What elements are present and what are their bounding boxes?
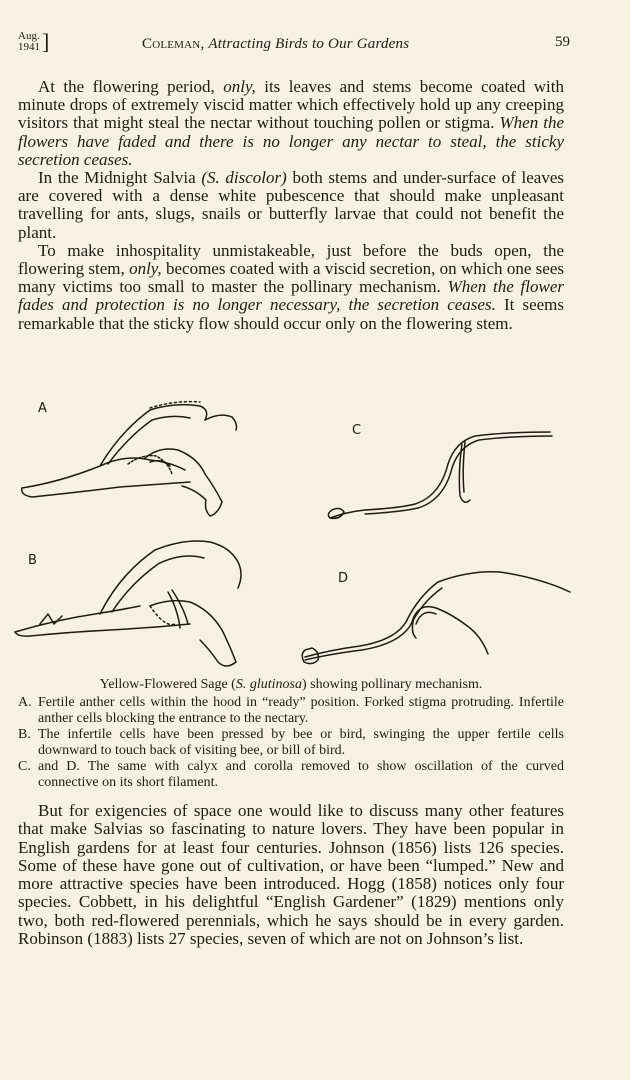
article-title: Attracting Birds to Our Gardens bbox=[208, 36, 410, 52]
issue-date bbox=[18, 29, 50, 54]
italic-run: S. glutinosa bbox=[235, 677, 302, 692]
caption-text: and D. The same with calyx and corolla removed to show oscillation of the curved connective on its short filament. bbox=[38, 759, 564, 790]
caption-item-c bbox=[18, 759, 564, 791]
text-run: In the Midnight Salvia bbox=[38, 168, 202, 188]
flower-b-drawing bbox=[15, 541, 241, 666]
paragraph bbox=[18, 242, 564, 333]
text-run: To make inhospitality unmistakeable, just before the buds open, the flowering stem, bbox=[18, 240, 564, 279]
text-run: becomes coated with a viscid secretion, on which one sees many victims too small to master the pollinary mechanism. bbox=[18, 259, 565, 297]
paragraph bbox=[18, 169, 564, 242]
italic-run: only, bbox=[223, 77, 256, 96]
caption-key: C. bbox=[18, 759, 31, 774]
text-run: ) showing pollinary mechanism. bbox=[301, 677, 483, 692]
text-run: Yellow-Flowered Sage ( bbox=[99, 677, 236, 692]
italic-run: only, bbox=[129, 259, 162, 279]
caption-item-b bbox=[18, 727, 564, 759]
figure-label-b: B bbox=[28, 553, 37, 568]
text-run: its leaves and stems become coated with minute drops of extremely viscid matter which effectively hold up any creeping visitors that might steal the nectar without touching pollen or stigma. bbox=[18, 77, 564, 133]
flower-a-drawing bbox=[22, 402, 237, 516]
connective-c-drawing bbox=[328, 432, 552, 518]
closing-text bbox=[18, 802, 564, 948]
figure-caption bbox=[18, 677, 564, 791]
running-head bbox=[18, 29, 578, 58]
caption-item-a bbox=[18, 695, 564, 727]
figure-label-c: C bbox=[352, 423, 362, 438]
author-name: Coleman, bbox=[142, 36, 205, 52]
issue-year: 1941 bbox=[18, 41, 40, 53]
italic-run: When the flowers have faded and there is no longer any nectar to steal, the sticky secretion ceases. bbox=[18, 113, 564, 169]
running-title bbox=[142, 36, 409, 53]
closing-paragraph: But for exigencies of space one would like to discuss many other features that make Salvias so fascinating to nature lovers. They have been popular in English gardens for at least four centuries. Johnson (1856) lists 126 species. Some of these have gone out of cultivation, or have been “lumped.” New and more attractive species have been introduced. Hogg (1858) notices only four species. Cobbett, in his delightful “English Gardener” (1829) mentions only two, both red-flowered perennials, which he says should be in every garden. Robinson (1883) lists 27 species, seven of which are not on Johnson’s list. bbox=[18, 801, 564, 949]
figure-label-a: A bbox=[38, 401, 47, 416]
pollinary-mechanism-figure bbox=[0, 392, 630, 682]
body-text bbox=[18, 78, 564, 333]
italic-run: (S. discolor) bbox=[201, 168, 287, 188]
issue-bracket: ] bbox=[42, 29, 50, 54]
text-run: At the flowering period, bbox=[38, 77, 224, 96]
figure bbox=[0, 392, 630, 682]
text-run: It seems remarkable that the sticky flow should occur only on the flowering stem. bbox=[18, 295, 564, 333]
paragraph bbox=[18, 78, 564, 169]
caption-key: A. bbox=[18, 695, 32, 710]
page-number: 59 bbox=[555, 34, 570, 50]
caption-text: Fertile anther cells within the hood in “ready” position. Forked stigma protruding. Infertile anther cells blocking the entrance to the nectary. bbox=[38, 695, 564, 726]
figure-label-d: D bbox=[338, 571, 349, 586]
caption-title bbox=[18, 677, 564, 693]
italic-run: When the flower fades and protection is no longer necessary, the secretion ceases. bbox=[18, 277, 565, 315]
text-run: both stems and under-surface of leaves are covered with a dense white pubescence that should make unpleasant travelling for ants, slugs, snails or butterfly larvae that could not benefit the plant. bbox=[18, 168, 564, 242]
issue-month: Aug. bbox=[18, 30, 40, 42]
caption-key: B. bbox=[18, 727, 31, 742]
caption-text: The infertile cells have been pressed by bee or bird, swinging the upper fertile cells downward to touch back of visiting bee, or bill of bird. bbox=[38, 727, 564, 758]
